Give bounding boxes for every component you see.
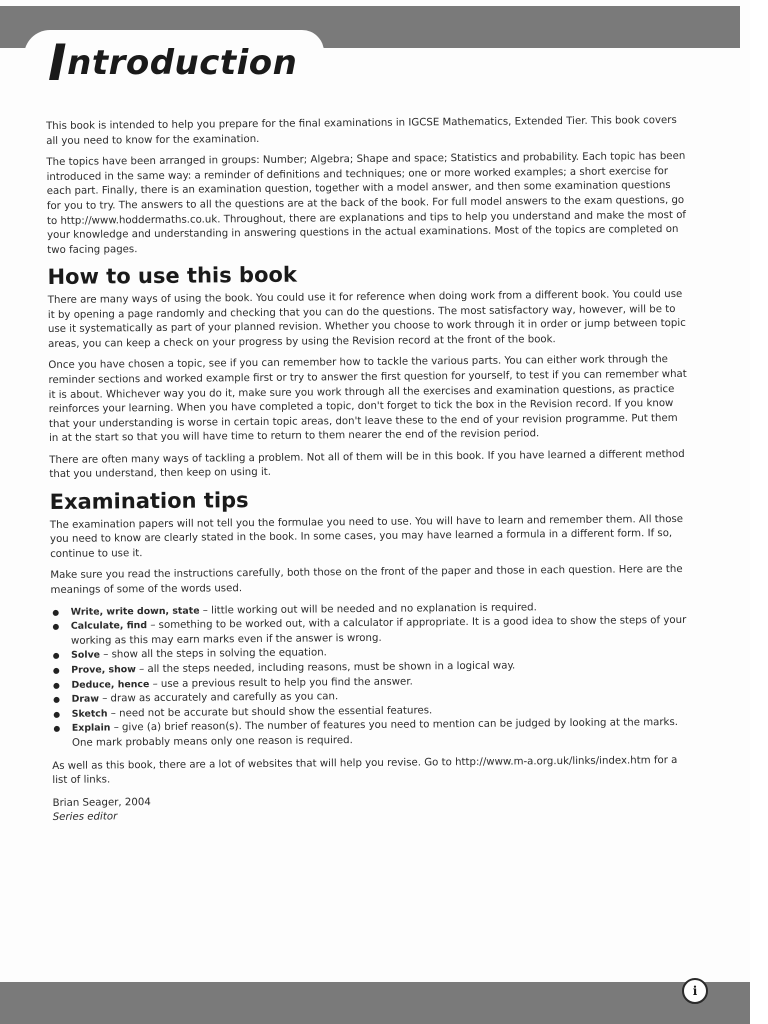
term: Sketch — [71, 708, 108, 720]
intro-paragraph-2: The topics have been arranged in groups: Number; Algebra; Shape and space; Statistics and probability. Each topic has been introduced in the same way: a reminder of definitions and techniques; one or more worked examples; a short exercise for each part. Finally, there is an examination question, together with a model answer, and then some examination questions for you to try. The answers to all the questions are at the back of the book. For full model answers to the exam questions, go to http://www.hoddermaths.co.uk. Throughout, there are explanations and tips to help you understand and make the most of your knowledge and understanding in answering questions in the actual examinations. Most of the topics are completed on two facing pages. — [46, 151, 687, 256]
exam-tips-paragraph-1: The examination papers will not tell you the formulae you need to use. You will have to learn and remember them. All those you need to know are clearly stated in the book. In some cases, you may have learned a formula in a different form. If so, continue to use it. — [49, 513, 684, 560]
term: Calculate, find — [70, 620, 148, 633]
definition: – need not be accurate but should show the essential features. — [107, 705, 433, 720]
term: Prove, show — [71, 664, 136, 676]
title-initial: I — [48, 34, 68, 92]
bullet-icon — [54, 697, 60, 703]
bullet-icon — [53, 610, 59, 616]
term: Write, write down, state — [70, 605, 200, 618]
definition: – little working out will be needed and no explanation is required. — [199, 601, 537, 617]
how-to-use-paragraph-3: There are often many ways of tackling a problem. Not all of them will be in this book. If you have learned a different method that you understand, then keep on using it. — [49, 448, 685, 481]
exam-tips-paragraph-2: Make sure you read the instructions carefully, both those on the front of the paper and those in each question. Here are the meanings of some of the words used. — [50, 564, 683, 597]
command-words-list — [51, 599, 692, 751]
bullet-icon — [53, 668, 59, 674]
websites-paragraph: As well as this book, there are a lot of websites that will help you revise. Go to http://www.m-a.org.uk/links/index.htm for a list of links. — [52, 754, 678, 787]
how-to-use-paragraph-1: There are many ways of using the book. You could use it for reference when doing work from a different book. You could use it by opening a page randomly and checking that you can do the questions. The most satisfactory way, however, will be to use it systematically as part of your planned revision. Whether you choose to work through it in order or jump between topic areas, you can keep a check on your progress by using the Revision record at the front of the book. — [47, 288, 686, 350]
bullet-icon — [53, 653, 59, 659]
bullet-icon — [53, 682, 59, 688]
list-item — [52, 716, 692, 751]
definition: – show all the steps in solving the equation. — [99, 647, 327, 661]
definition: – draw as accurately and carefully as you can. — [98, 691, 339, 705]
definition: – something to be worked out, with a calculator if appropriate. It is a good idea to show the steps of your working as this may earn marks even if the answer is wrong. — [70, 615, 687, 647]
signature-block — [52, 791, 692, 826]
definition: – use a previous result to help you find the answer. — [149, 676, 413, 690]
definition: – give (a) brief reason(s). The number of features you need to mention can be judged by looking at the marks. One mark probably means only one reason is required. — [71, 717, 679, 749]
intro-paragraph-1: This book is intended to help you prepare for the final examinations in IGCSE Mathematics, Extended Tier. This book covers all you need to know for the examination. — [46, 114, 677, 147]
page-edge — [750, 0, 768, 1024]
term: Deduce, hence — [71, 678, 150, 691]
bullet-icon — [54, 712, 60, 718]
footer-band — [0, 982, 750, 1024]
page-number-badge: i — [682, 978, 708, 1004]
section-heading-how-to-use: How to use this book — [47, 262, 297, 290]
section-heading-exam-tips: Examination tips — [49, 488, 249, 515]
term: Draw — [71, 693, 100, 705]
bullet-icon — [53, 624, 59, 630]
page-title — [48, 34, 298, 92]
title-rest: ntroduction — [67, 43, 298, 83]
bullet-icon — [54, 726, 60, 732]
author-role: Series editor — [52, 811, 118, 824]
term: Solve — [71, 649, 101, 662]
definition: – all the steps needed, including reasons, must be shown in a logical way. — [135, 660, 516, 676]
how-to-use-paragraph-2: Once you have chosen a topic, see if you can remember how to tackle the various parts. You can either work through the reminder sections and worked example first or try to answer the first question for yourself, to test if you can remember what it is about. Whichever way you do it, make sure you work through all the exercises and examination questions, as practice reinforces your learning. When you have completed a topic, don't forget to tick the box in the Revision record. If you know that your understanding is worse in certain topic areas, don't leave these to the end of your revision programme. Put them in at the start so that you will have time to return to them nearer the end of the revision period. — [48, 354, 687, 445]
main-content — [46, 114, 693, 826]
term: Explain — [71, 722, 111, 735]
author-name: Brian Seager, 2004 — [52, 796, 151, 809]
